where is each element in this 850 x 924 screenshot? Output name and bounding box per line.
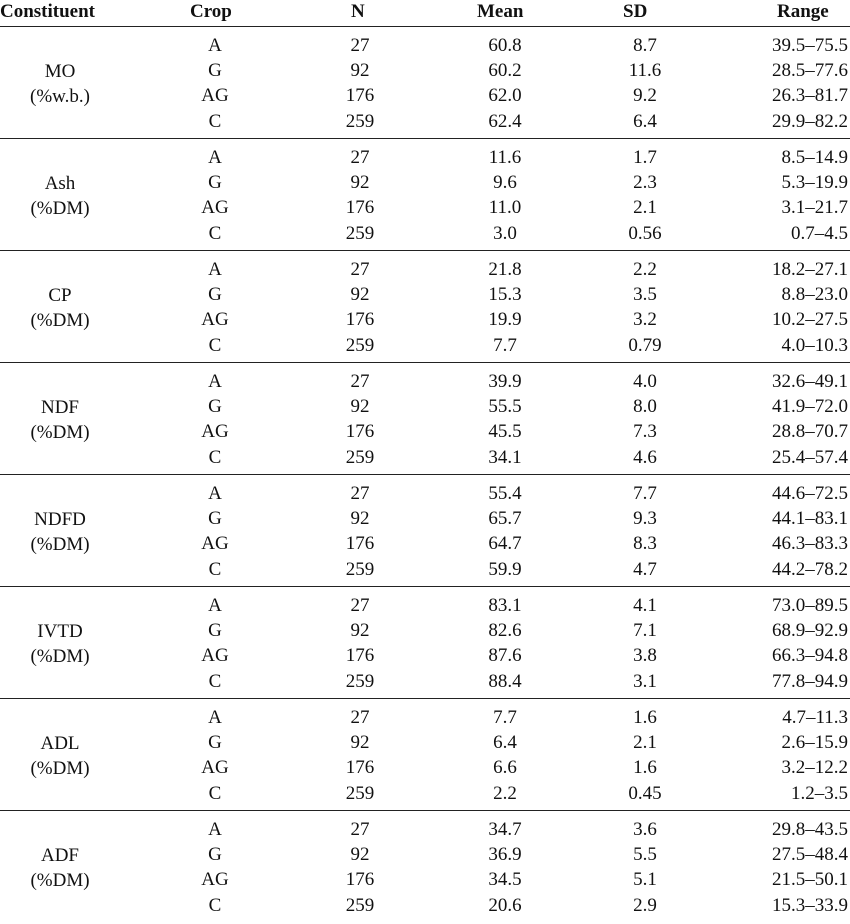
n-cell: 27 <box>350 707 370 728</box>
table-row <box>0 593 850 618</box>
mean-cell: 11.0 <box>488 197 522 219</box>
crop-cell: G <box>208 732 222 754</box>
range-cell: 21.5–50.1 <box>772 869 848 891</box>
range-cell: 29.9–82.2 <box>772 110 848 132</box>
mean-cell: 20.6 <box>488 894 522 916</box>
mean-cell: 6.4 <box>493 732 517 754</box>
table-row <box>0 195 850 220</box>
sd-cell: 3.5 <box>633 284 657 306</box>
n-cell: 92 <box>350 396 370 418</box>
table-row <box>0 643 850 668</box>
sd-cell: 2.9 <box>633 894 657 916</box>
constituent-group <box>0 139 850 251</box>
table-row <box>0 755 850 780</box>
n-cell: 259 <box>345 446 375 468</box>
table-row <box>0 481 850 506</box>
n-cell: 92 <box>350 172 370 194</box>
n-cell: 259 <box>345 782 375 804</box>
sd-cell: 2.1 <box>633 197 657 219</box>
table-row <box>0 730 850 755</box>
crop-cell: A <box>208 707 222 728</box>
crop-cell: A <box>208 147 222 168</box>
header-mean: Mean <box>477 1 524 22</box>
mean-cell: 34.7 <box>488 819 522 840</box>
table-row <box>0 705 850 730</box>
constituent-unit: (%DM) <box>30 870 90 891</box>
crop-cell: A <box>208 35 222 56</box>
crop-cell: AG <box>201 757 229 779</box>
sd-cell: 9.3 <box>633 508 657 530</box>
crop-cell: A <box>208 483 222 504</box>
mean-cell: 55.4 <box>488 483 522 504</box>
n-cell: 27 <box>350 35 370 56</box>
sd-cell: 0.56 <box>628 222 662 244</box>
constituent-group <box>0 811 850 922</box>
n-cell: 176 <box>345 85 375 107</box>
header-n: N <box>351 1 365 22</box>
sd-cell: 4.0 <box>633 371 657 392</box>
constituent-unit: (%DM) <box>30 646 90 667</box>
sd-cell: 7.3 <box>633 421 657 443</box>
sd-cell: 8.7 <box>633 35 657 56</box>
constituent-name: CP <box>48 285 72 306</box>
constituent-name: IVTD <box>37 621 83 642</box>
sd-cell: 8.0 <box>633 396 657 418</box>
range-cell: 44.6–72.5 <box>772 483 848 504</box>
constituent-unit: (%DM) <box>30 758 90 779</box>
table-row <box>0 83 850 108</box>
n-cell: 176 <box>345 421 375 443</box>
sd-cell: 9.2 <box>633 85 657 107</box>
crop-cell: C <box>208 670 222 692</box>
mean-cell: 21.8 <box>488 259 522 280</box>
sd-cell: 7.7 <box>633 483 657 504</box>
mean-cell: 82.6 <box>488 620 522 642</box>
range-cell: 1.2–3.5 <box>791 782 848 804</box>
n-cell: 259 <box>345 222 375 244</box>
range-cell: 25.4–57.4 <box>772 446 848 468</box>
crop-cell: C <box>208 222 222 244</box>
range-cell: 8.8–23.0 <box>781 284 848 306</box>
constituent-group <box>0 475 850 587</box>
range-cell: 39.5–75.5 <box>772 35 848 56</box>
range-cell: 3.1–21.7 <box>781 197 848 219</box>
constituent-group <box>0 251 850 363</box>
mean-cell: 60.2 <box>488 60 522 82</box>
mean-cell: 45.5 <box>488 421 522 443</box>
table-row <box>0 394 850 419</box>
sd-cell: 4.6 <box>633 446 657 468</box>
constituent-group <box>0 587 850 699</box>
sd-cell: 2.1 <box>633 732 657 754</box>
sd-cell: 1.6 <box>633 757 657 779</box>
table-row <box>0 369 850 394</box>
constituent-name: NDFD <box>34 509 86 530</box>
n-cell: 259 <box>345 334 375 356</box>
n-cell: 176 <box>345 757 375 779</box>
n-cell: 259 <box>345 558 375 580</box>
table-row <box>0 282 850 307</box>
range-cell: 8.5–14.9 <box>781 147 848 168</box>
crop-cell: AG <box>201 197 229 219</box>
range-cell: 77.8–94.9 <box>772 670 848 692</box>
sd-cell: 11.6 <box>628 60 662 82</box>
table-row <box>0 893 850 918</box>
mean-cell: 34.5 <box>488 869 522 891</box>
mean-cell: 2.2 <box>493 782 517 804</box>
table-row <box>0 618 850 643</box>
constituent-group <box>0 363 850 475</box>
crop-cell: AG <box>201 869 229 891</box>
table-row <box>0 557 850 582</box>
mean-cell: 36.9 <box>488 844 522 866</box>
crop-cell: G <box>208 172 222 194</box>
constituent-unit: (%DM) <box>30 198 90 219</box>
table-row <box>0 221 850 246</box>
crop-cell: G <box>208 620 222 642</box>
n-cell: 259 <box>345 894 375 916</box>
n-cell: 27 <box>350 483 370 504</box>
mean-cell: 19.9 <box>488 309 522 331</box>
n-cell: 176 <box>345 309 375 331</box>
table-row <box>0 817 850 842</box>
n-cell: 27 <box>350 595 370 616</box>
crop-cell: A <box>208 371 222 392</box>
sd-cell: 3.1 <box>633 670 657 692</box>
constituent-name: MO <box>44 61 76 82</box>
table-row <box>0 506 850 531</box>
table-header <box>0 0 850 27</box>
n-cell: 92 <box>350 60 370 82</box>
table-body <box>0 27 850 922</box>
header-constituent: Constituent <box>0 1 96 22</box>
crop-cell: G <box>208 396 222 418</box>
crop-cell: AG <box>201 85 229 107</box>
n-cell: 92 <box>350 284 370 306</box>
sd-cell: 0.45 <box>628 782 662 804</box>
crop-cell: C <box>208 894 222 916</box>
sd-cell: 1.6 <box>633 707 657 728</box>
constituent-name: NDF <box>40 397 79 418</box>
n-cell: 259 <box>345 670 375 692</box>
n-cell: 27 <box>350 147 370 168</box>
sd-cell: 4.7 <box>633 558 657 580</box>
range-cell: 0.7–4.5 <box>791 222 848 244</box>
table-row <box>0 669 850 694</box>
sd-cell: 7.1 <box>633 620 657 642</box>
constituent-name: ADF <box>40 845 79 866</box>
mean-cell: 62.0 <box>488 85 522 107</box>
mean-cell: 15.3 <box>488 284 522 306</box>
sd-cell: 5.1 <box>633 869 657 891</box>
table-row <box>0 257 850 282</box>
mean-cell: 88.4 <box>488 670 522 692</box>
constituent-name: ADL <box>40 733 80 754</box>
constituent-group <box>0 27 850 139</box>
mean-cell: 11.6 <box>488 147 522 168</box>
crop-cell: AG <box>201 645 229 667</box>
range-cell: 73.0–89.5 <box>772 595 848 616</box>
range-cell: 27.5–48.4 <box>772 844 848 866</box>
mean-cell: 6.6 <box>493 757 517 779</box>
range-cell: 44.1–83.1 <box>772 508 848 530</box>
table-row <box>0 445 850 470</box>
crop-cell: AG <box>201 309 229 331</box>
range-cell: 26.3–81.7 <box>772 85 848 107</box>
mean-cell: 7.7 <box>493 707 517 728</box>
sd-cell: 4.1 <box>633 595 657 616</box>
sd-cell: 3.6 <box>633 819 657 840</box>
sd-cell: 3.8 <box>633 645 657 667</box>
mean-cell: 60.8 <box>488 35 522 56</box>
sd-cell: 1.7 <box>633 147 657 168</box>
mean-cell: 39.9 <box>488 371 522 392</box>
range-cell: 28.5–77.6 <box>772 60 848 82</box>
sd-cell: 2.3 <box>633 172 657 194</box>
crop-cell: C <box>208 558 222 580</box>
n-cell: 176 <box>345 869 375 891</box>
sd-cell: 2.2 <box>633 259 657 280</box>
mean-cell: 59.9 <box>488 558 522 580</box>
range-cell: 3.2–12.2 <box>781 757 848 779</box>
range-cell: 66.3–94.8 <box>772 645 848 667</box>
range-cell: 2.6–15.9 <box>781 732 848 754</box>
constituent-unit: (%w.b.) <box>30 86 90 107</box>
table-row <box>0 781 850 806</box>
range-cell: 5.3–19.9 <box>781 172 848 194</box>
n-cell: 92 <box>350 620 370 642</box>
mean-cell: 34.1 <box>488 446 522 468</box>
crop-cell: C <box>208 334 222 356</box>
n-cell: 176 <box>345 645 375 667</box>
sd-cell: 0.79 <box>628 334 662 356</box>
n-cell: 27 <box>350 259 370 280</box>
table-row <box>0 531 850 556</box>
mean-cell: 9.6 <box>493 172 517 194</box>
table-row <box>0 109 850 134</box>
table-row <box>0 867 850 892</box>
table-row <box>0 307 850 332</box>
table-row <box>0 333 850 358</box>
range-cell: 4.7–11.3 <box>782 707 848 728</box>
mean-cell: 87.6 <box>488 645 522 667</box>
mean-cell: 7.7 <box>493 334 517 356</box>
range-cell: 10.2–27.5 <box>772 309 848 331</box>
n-cell: 176 <box>345 533 375 555</box>
crop-cell: A <box>208 819 222 840</box>
table-row <box>0 58 850 83</box>
table-row <box>0 419 850 444</box>
table-row <box>0 145 850 170</box>
range-cell: 4.0–10.3 <box>781 334 848 356</box>
constituent-unit: (%DM) <box>30 422 90 443</box>
crop-cell: AG <box>201 421 229 443</box>
crop-cell: G <box>208 508 222 530</box>
crop-cell: G <box>208 844 222 866</box>
crop-cell: G <box>208 284 222 306</box>
range-cell: 44.2–78.2 <box>772 558 848 580</box>
mean-cell: 65.7 <box>488 508 522 530</box>
crop-cell: A <box>208 595 222 616</box>
n-cell: 176 <box>345 197 375 219</box>
crop-cell: AG <box>201 533 229 555</box>
crop-cell: C <box>208 782 222 804</box>
sd-cell: 5.5 <box>633 844 657 866</box>
crop-cell: A <box>208 259 222 280</box>
n-cell: 27 <box>350 819 370 840</box>
mean-cell: 64.7 <box>488 533 522 555</box>
table-row <box>0 842 850 867</box>
header-sd: SD <box>623 1 648 22</box>
n-cell: 259 <box>345 110 375 132</box>
range-cell: 18.2–27.1 <box>772 259 848 280</box>
range-cell: 15.3–33.9 <box>772 894 848 916</box>
range-cell: 32.6–49.1 <box>772 371 848 392</box>
mean-cell: 62.4 <box>488 110 522 132</box>
n-cell: 92 <box>350 844 370 866</box>
sd-cell: 6.4 <box>633 110 657 132</box>
range-cell: 68.9–92.9 <box>772 620 848 642</box>
table-row <box>0 33 850 58</box>
constituent-unit: (%DM) <box>30 310 90 331</box>
constituent-unit: (%DM) <box>30 534 90 555</box>
sd-cell: 8.3 <box>633 533 657 555</box>
range-cell: 29.8–43.5 <box>772 819 848 840</box>
crop-cell: C <box>208 446 222 468</box>
crop-cell: C <box>208 110 222 132</box>
n-cell: 92 <box>350 732 370 754</box>
constituent-name: Ash <box>44 173 76 194</box>
table-row <box>0 170 850 195</box>
crop-cell: G <box>208 60 222 82</box>
header-range: Range <box>777 1 829 22</box>
header-crop: Crop <box>190 1 232 22</box>
sd-cell: 3.2 <box>633 309 657 331</box>
n-cell: 92 <box>350 508 370 530</box>
mean-cell: 83.1 <box>488 595 522 616</box>
n-cell: 27 <box>350 371 370 392</box>
constituent-group <box>0 699 850 811</box>
range-cell: 46.3–83.3 <box>772 533 848 555</box>
mean-cell: 55.5 <box>488 396 522 418</box>
range-cell: 41.9–72.0 <box>772 396 848 418</box>
range-cell: 28.8–70.7 <box>772 421 848 443</box>
mean-cell: 3.0 <box>493 222 517 244</box>
